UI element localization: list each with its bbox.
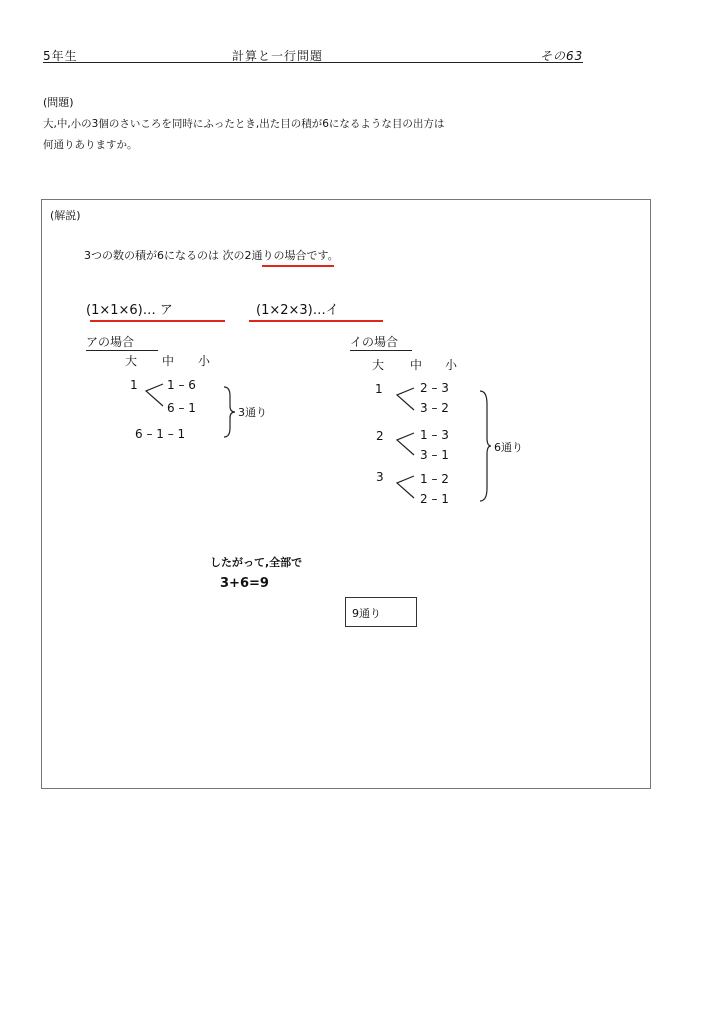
case-a-col-medium: 中 bbox=[162, 354, 175, 368]
problem-text-line2: 何通りありますか。 bbox=[43, 139, 138, 151]
case-i-row-3b: 2 – 1 bbox=[420, 492, 449, 506]
case-i-col-large: 大 bbox=[372, 358, 385, 372]
case-i-brace-icon bbox=[478, 390, 492, 502]
case-i-branch-icon-2 bbox=[394, 431, 416, 457]
worksheet-title: 計算と一行問題 bbox=[232, 49, 324, 63]
case-i-branch-icon-1 bbox=[394, 386, 416, 412]
case-i-lead-3: 3 bbox=[376, 470, 384, 484]
case-i-row-2a: 1 – 3 bbox=[420, 428, 449, 442]
case-a-col-small: 小 bbox=[198, 354, 211, 368]
problem-label: (問題) bbox=[43, 96, 74, 109]
case-i-row-1a: 2 – 3 bbox=[420, 381, 449, 395]
case-a-row-3: 6 – 1 – 1 bbox=[135, 427, 186, 441]
conclusion-text: したがって,全部で bbox=[210, 556, 303, 569]
case-i-branch-icon-3 bbox=[394, 474, 416, 500]
case-a-branch-icon bbox=[143, 382, 165, 408]
solution-box bbox=[41, 199, 651, 789]
case-i-heading-rule bbox=[350, 350, 412, 351]
case-a-brace-icon bbox=[222, 386, 236, 438]
case-a-row-2: 6 – 1 bbox=[167, 401, 196, 415]
case-i-col-medium: 中 bbox=[410, 358, 423, 372]
case-i-row-2b: 3 – 1 bbox=[420, 448, 449, 462]
header-rule bbox=[43, 62, 583, 63]
case-a-heading: アの場合 bbox=[86, 335, 135, 349]
case-a-lead: 1 bbox=[130, 378, 138, 392]
problem-text-line1: 大,中,小の3個のさいころを同時にふったとき,出た目の積が6になるような目の出方は bbox=[43, 118, 445, 130]
worksheet-number: その63 bbox=[540, 49, 584, 63]
case-a-row-1: 1 – 6 bbox=[167, 378, 196, 392]
case-i-total: 6通り bbox=[494, 441, 523, 454]
case-i-underline bbox=[249, 320, 383, 322]
case-a-underline bbox=[90, 320, 225, 322]
case-a-col-large: 大 bbox=[125, 354, 138, 368]
solution-intro: 3つの数の積が6になるのは 次の2通りの場合です。 bbox=[84, 249, 339, 262]
case-i-row-1b: 3 – 2 bbox=[420, 401, 449, 415]
answer-text: 9通り bbox=[352, 607, 381, 620]
case-i-row-3a: 1 – 2 bbox=[420, 472, 449, 486]
case-a-total: 3通り bbox=[238, 406, 267, 419]
case-a-heading-rule bbox=[86, 350, 158, 351]
case-a-expression: (1×1×6)… ア bbox=[86, 303, 173, 318]
case-i-lead-1: 1 bbox=[375, 382, 383, 396]
case-i-heading: イの場合 bbox=[350, 335, 399, 349]
solution-label: (解説) bbox=[50, 209, 81, 222]
equation-text: 3+6=9 bbox=[220, 576, 269, 591]
case-i-col-small: 小 bbox=[445, 358, 458, 372]
case-i-lead-2: 2 bbox=[376, 429, 384, 443]
case-i-expression: (1×2×3)…イ bbox=[256, 303, 339, 318]
grade-label: 5年生 bbox=[43, 49, 78, 63]
intro-underline bbox=[262, 265, 334, 267]
